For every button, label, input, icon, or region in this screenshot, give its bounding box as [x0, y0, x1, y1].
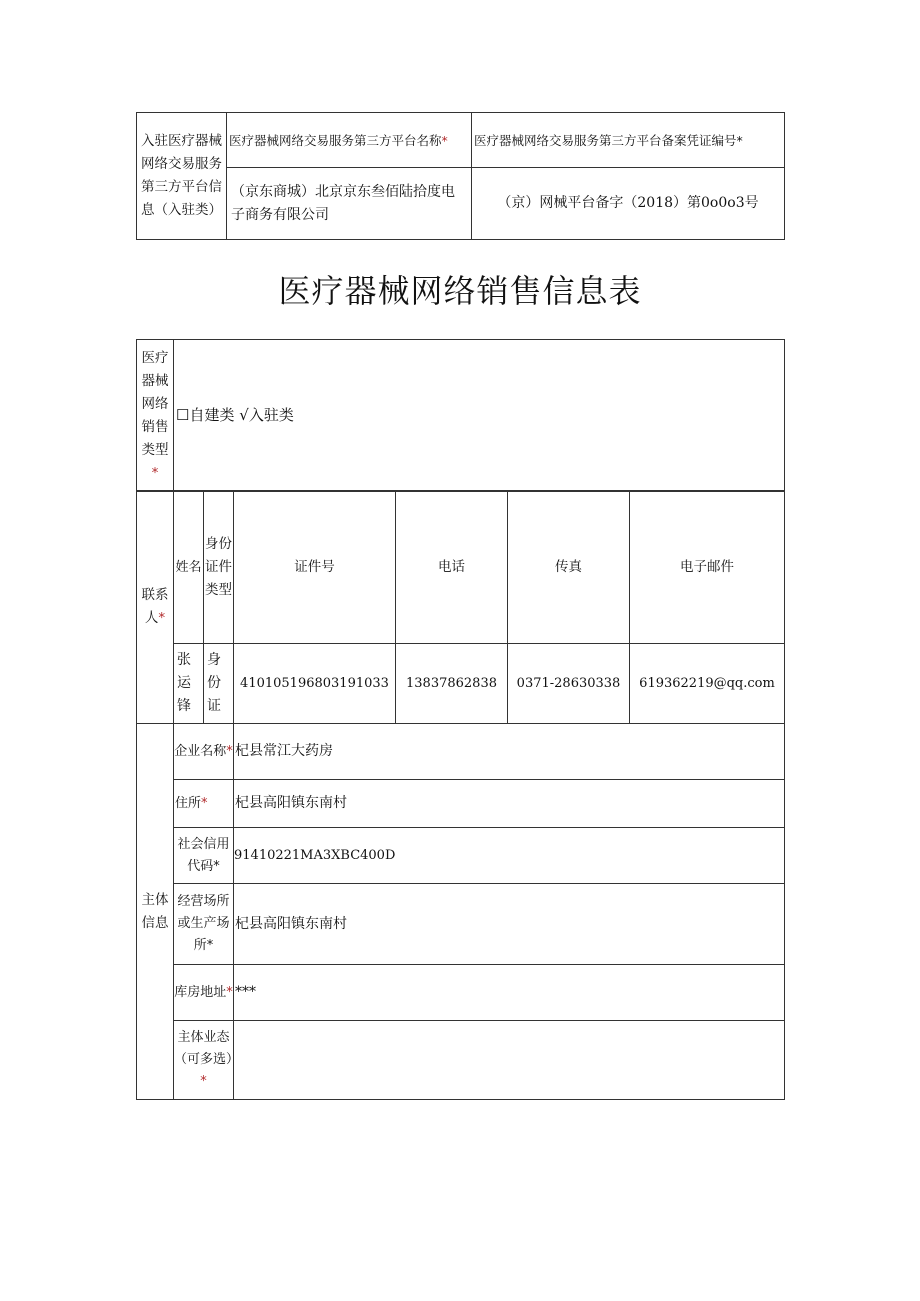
contact-label-cell [137, 491, 174, 724]
settled-check-mark[interactable]: √ [239, 406, 249, 424]
contact-phone-cell [396, 644, 508, 724]
required-mark: * [200, 1074, 207, 1089]
settled-label: 入驻类 [248, 406, 294, 424]
required-mark: * [213, 858, 220, 874]
warehouse-label-cell [174, 965, 234, 1021]
platform-record-header-cell [472, 113, 785, 168]
address-value-cell [234, 780, 785, 828]
contact-phone-header-cell [396, 491, 508, 644]
contact-fax-header: 传真 [555, 558, 582, 575]
page-title: 医疗器械网络销售信息表 [278, 272, 642, 310]
credit-label: 社会信用代码 [177, 836, 230, 874]
premises-value-cell [234, 884, 785, 965]
entity-table [136, 723, 785, 1100]
required-mark: * [226, 743, 233, 759]
premises-label: 经营场所或生产场所 [177, 894, 230, 953]
warehouse-label: 库房地址 [174, 984, 227, 1000]
contact-phone-header: 电话 [438, 558, 465, 575]
sales-type-table [136, 339, 785, 492]
platform-name-header-cell [227, 113, 472, 168]
self-built-checkbox[interactable]: ☐ [176, 406, 190, 424]
credit-value-cell [234, 828, 785, 884]
contact-fax-cell [508, 644, 630, 724]
credit-label-cell [174, 828, 234, 884]
self-built-label: 自建类 [189, 406, 235, 424]
contact-email-cell [630, 644, 785, 724]
address-label: 住所 [175, 796, 202, 811]
contact-name-cell [174, 644, 204, 724]
company-value-cell [234, 724, 785, 780]
sales-type-label: 医疗器械网络销售类型 [141, 349, 169, 458]
premises-label-cell [174, 884, 234, 965]
warehouse-value-cell [234, 965, 785, 1021]
sales-type-label-cell [137, 340, 174, 492]
platform-record-value: （京）网械平台备字（2018）第0o0o3号 [497, 195, 759, 211]
platform-record-header: 医疗器械网络交易服务第三方平台备案凭证编号 [474, 132, 737, 148]
contact-table [136, 490, 785, 724]
required-mark: * [736, 132, 743, 148]
contact-id-no-header: 证件号 [294, 558, 335, 575]
required-mark: * [226, 984, 233, 1000]
platform-record-value-cell [472, 168, 785, 240]
platform-name-header: 医疗器械网络交易服务第三方平台名称 [229, 132, 442, 148]
contact-phone-value: 13837862838 [406, 676, 497, 691]
contact-fax-header-cell [508, 491, 630, 644]
required-mark: * [158, 610, 166, 626]
contact-id-type-value: 身份证 [207, 652, 221, 714]
company-label-cell [174, 724, 234, 780]
contact-id-type-header: 身份证件类型 [205, 535, 232, 598]
platform-name-value-cell [227, 168, 472, 240]
contact-email-value: 619362219@qq.com [639, 676, 775, 691]
contact-name-header: 姓名 [175, 559, 202, 575]
business-label: 主体业态（可多选） [174, 1030, 240, 1067]
premises-value: 杞县高阳镇东南村 [235, 915, 347, 932]
contact-id-type-header-cell [204, 491, 234, 644]
table-row [137, 644, 785, 724]
platform-row-header-cell [137, 113, 227, 240]
business-value-cell[interactable] [234, 1021, 785, 1100]
business-label-cell [174, 1021, 240, 1100]
contact-fax-value: 0371-28630338 [516, 676, 621, 691]
address-value: 杞县高阳镇东南村 [235, 795, 347, 811]
required-mark: * [441, 132, 448, 148]
contact-label: 联系人 [141, 587, 169, 626]
sales-type-options-cell [174, 340, 785, 492]
entity-label-cell [137, 724, 174, 1100]
entity-label: 主体信息 [141, 891, 169, 931]
contact-id-type-cell [204, 644, 234, 724]
contact-id-no-header-cell [234, 491, 396, 644]
contact-id-no-cell [234, 644, 396, 724]
platform-name-value: （京东商城）北京京东叁佰陆拾度电子商务有限公司 [231, 183, 455, 223]
contact-name-value: 张运锋 [177, 652, 191, 714]
contact-name-header-cell [174, 491, 204, 644]
contact-email-header-cell [630, 491, 785, 644]
platform-table [136, 112, 785, 240]
platform-row-header: 入驻医疗器械网络交易服务第三方平台信息（入驻类） [141, 133, 222, 218]
required-mark: * [201, 796, 208, 811]
warehouse-value: *** [235, 984, 256, 1000]
required-mark: * [206, 938, 214, 953]
company-value: 杞县常江大药房 [235, 743, 333, 759]
contact-id-no-value: 410105196803191033 [240, 676, 389, 691]
contact-email-header: 电子邮件 [680, 558, 734, 575]
required-mark: * [151, 464, 159, 481]
credit-value: 91410221MA3XBC400D [234, 848, 396, 863]
company-label: 企业名称 [174, 743, 227, 759]
address-label-cell [174, 780, 234, 828]
